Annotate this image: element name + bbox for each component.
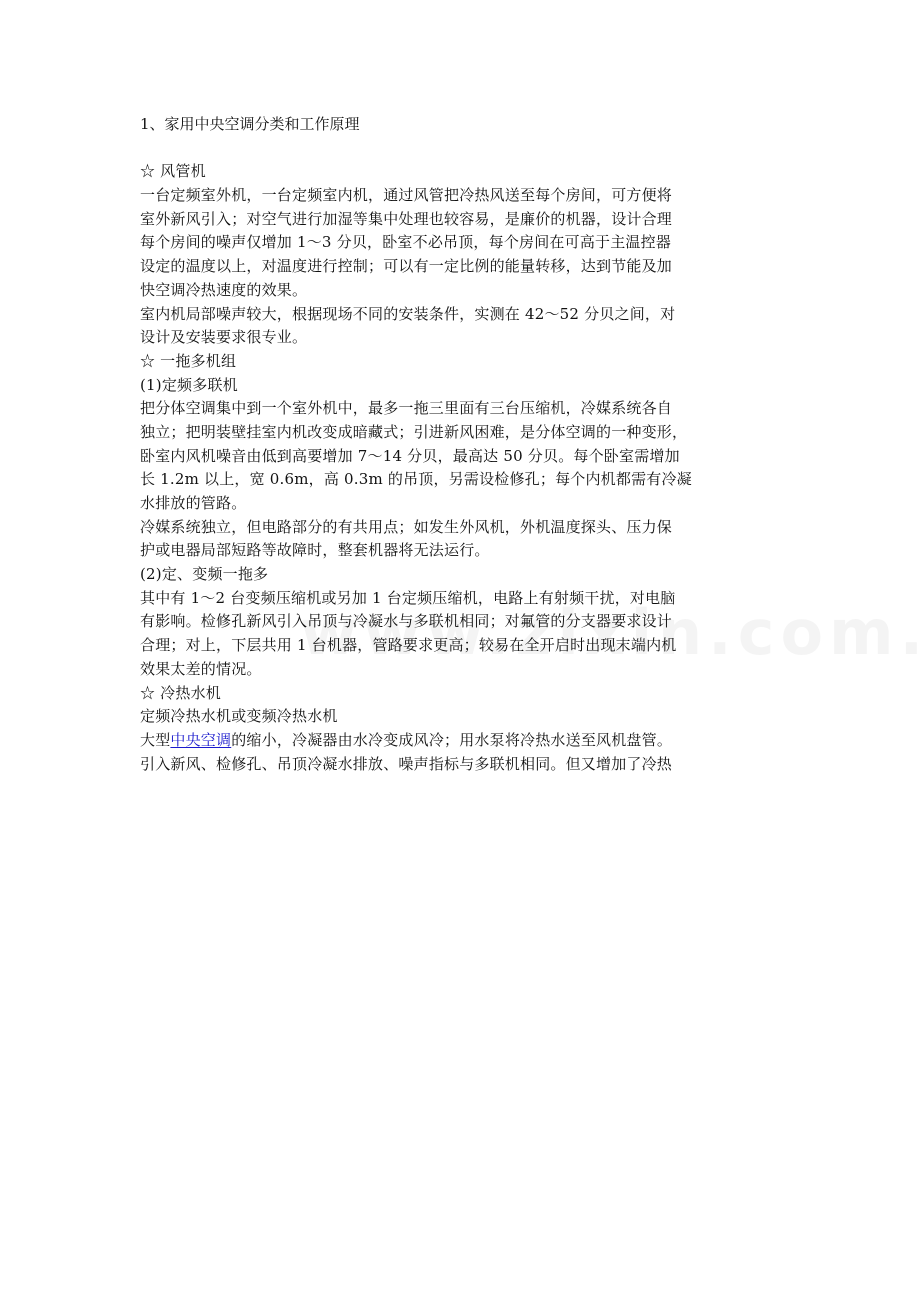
subheading-fixed-frequency: (1)定频多联机 bbox=[140, 375, 238, 394]
paragraph-line: 卧室内风机噪音由低到高要增加 7～14 分贝，最高达 50 分贝。每个卧室需增加 bbox=[140, 446, 680, 465]
paragraph-line: 室内机局部噪声较大，根据现场不同的安装条件，实测在 42～52 分贝之间，对 bbox=[140, 304, 676, 323]
paragraph-line: 每个房间的噪声仅增加 1～3 分贝，卧室不必吊顶，每个房间在可高于主温控器 bbox=[140, 233, 672, 252]
paragraph-line: 设计及安装要求很专业。 bbox=[140, 328, 308, 347]
document-page bbox=[140, 113, 720, 776]
paragraph-line: 快空调冷热速度的效果。 bbox=[140, 280, 308, 299]
blank-line bbox=[140, 137, 720, 161]
paragraph-line: 长 1.2m 以上，宽 0.6m，高 0.3m 的吊顶，另需设检修孔；每个内机都需有冷凝 bbox=[140, 470, 692, 489]
section-heading-chiller: ☆ 冷热水机 bbox=[140, 683, 221, 702]
document-title: 1、家用中央空调分类和工作原理 bbox=[140, 115, 360, 133]
paragraph-line: 效果太差的情况。 bbox=[140, 659, 262, 678]
central-ac-link[interactable]: 中央空调 bbox=[170, 730, 232, 749]
paragraph-line: 护或电器局部短路等故障时，整套机器将无法运行。 bbox=[140, 541, 490, 560]
link-line-prefix: 大型 bbox=[140, 730, 171, 749]
section-heading-multi-split: ☆ 一拖多机组 bbox=[140, 351, 237, 370]
link-line-suffix: 的缩小，冷凝器由水冷变成风冷；用水泵将冷热水送至风机盘管。 bbox=[231, 730, 673, 749]
paragraph-line: 合理；对上，下层共用 1 台机器，管路要求更高；较易在全开启时出现末端内机 bbox=[140, 636, 677, 655]
paragraph-line: 水排放的管路。 bbox=[140, 494, 247, 512]
paragraph-line: 把分体空调集中到一个室外机中，最多一拖三里面有三台压缩机，冷媒系统各自 bbox=[140, 399, 673, 418]
paragraph-line: 其中有 1～2 台变频压缩机或另加 1 台定频压缩机，电路上有射频干扰，对电脑 bbox=[140, 588, 676, 607]
section-heading-duct-unit: ☆ 风管机 bbox=[140, 162, 206, 181]
paragraph-line: 设定的温度以上，对温度进行控制；可以有一定比例的能量转移，达到节能及加 bbox=[140, 257, 673, 276]
paragraph-line: 独立；把明装壁挂室内机改变成暗藏式；引进新风困难，是分体空调的一种变形， bbox=[140, 422, 688, 441]
paragraph-line: 室外新风引入；对空气进行加湿等集中处理也较容易，是廉价的机器，设计合理 bbox=[140, 209, 673, 228]
paragraph-line: 一台定频室外机，一台定频室内机，通过风管把冷热风送至每个房间，可方便将 bbox=[140, 186, 673, 205]
subheading-variable-frequency: (2)定、变频一拖多 bbox=[140, 565, 269, 584]
paragraph-line-with-link bbox=[140, 729, 720, 753]
paragraph-line: 冷媒系统独立，但电路部分的有共用点；如发生外风机，外机温度探头、压力保 bbox=[140, 517, 673, 536]
paragraph-line: 定频冷热水机或变频冷热水机 bbox=[140, 707, 338, 726]
paragraph-line: 引入新风、检修孔、吊顶冷凝水排放、噪声指标与多联机相同。但又增加了冷热 bbox=[140, 754, 673, 773]
paragraph-line: 有影响。检修孔新风引入吊顶与冷凝水与多联机相同；对氟管的分支器要求设计 bbox=[140, 612, 673, 631]
